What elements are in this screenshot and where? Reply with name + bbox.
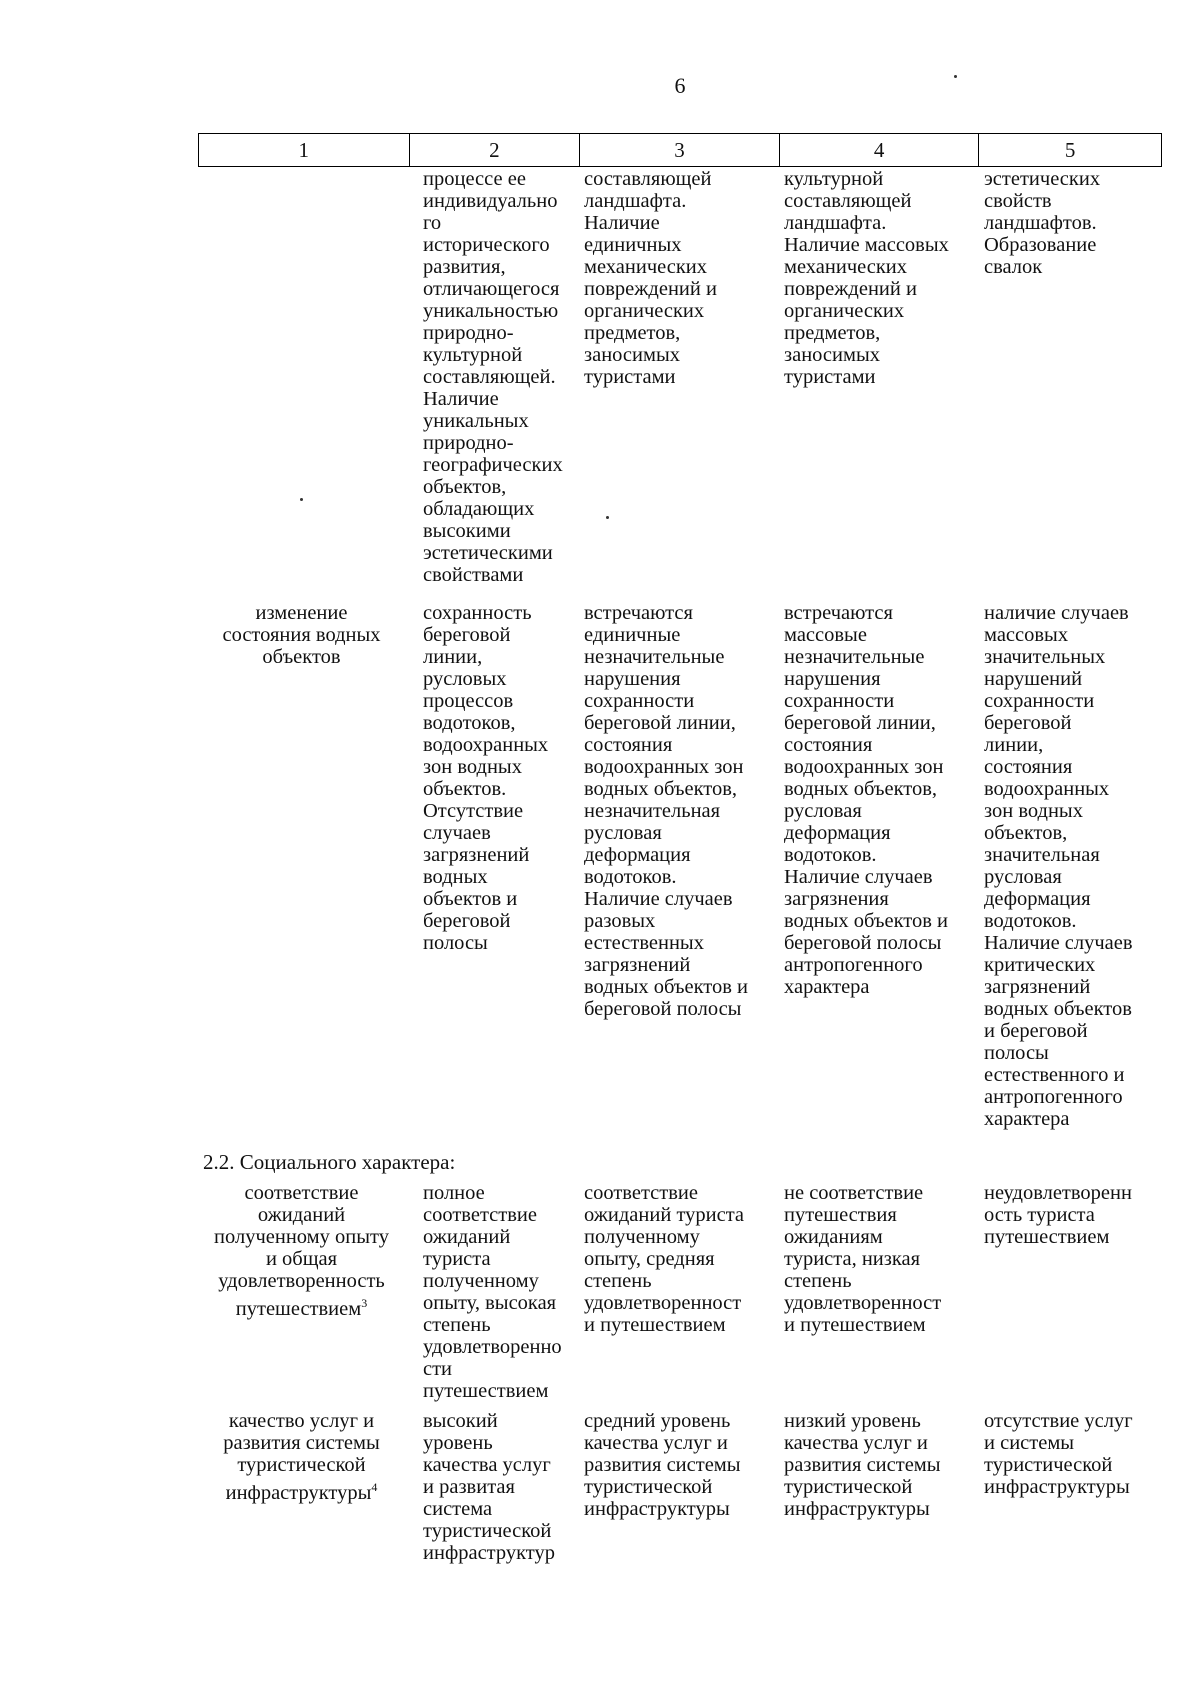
section-title: 2.2. Социального характера: — [203, 1150, 456, 1174]
row-criterion-cell — [198, 1182, 409, 1402]
row-cell-5: наличие случаев массовых значительных нарушений сохранности береговой линии, состояния водоохранных зон водных объектов, значительная русловая деформация водотоков. Наличие случаев критических загрязнений водных объектов и береговой полосы естественного и антропогенного характера — [984, 602, 1133, 1130]
row-cell-4: культурной составляющей ландшафта. Наличие массовых механических повреждений и органических предметов, заносимых туристами — [784, 168, 949, 388]
table-header-row — [198, 133, 1162, 167]
page-number: 6 — [674, 73, 686, 98]
footnote-marker: 4 — [371, 1480, 378, 1494]
header-cell-1: 1 — [199, 134, 410, 166]
row-cell-2: полное соответствие ожиданий туриста полученному опыту, высокая степень удовлетворенно сти путешествием — [423, 1182, 562, 1402]
row-cell-4: не соответствие путешествия ожиданиям туриста, низкая степень удовлетворенност и путешествием — [784, 1182, 942, 1336]
header-cell-4: 4 — [780, 134, 980, 166]
header-cell-5: 5 — [1064, 138, 1076, 162]
table-row — [198, 1410, 1162, 1564]
footnote-marker: 3 — [361, 1296, 368, 1310]
table-row — [198, 168, 1162, 586]
row-cell-3: составляющей ландшафта. Наличие единичных механических повреждений и органических предметов, заносимых туристами — [584, 168, 717, 388]
table-row — [198, 1182, 1162, 1402]
header-cell-2: 2 — [410, 134, 581, 166]
row-cell-4: низкий уровень качества услуг и развития системы туристической инфраструктуры — [784, 1410, 941, 1520]
row-cell-3: встречаются единичные незначительные нарушения сохранности береговой линии, состояния водоохранных зон водных объектов, незначительная русловая деформация водотоков. Наличие случаев разовых естественных загрязнений водных объектов и береговой полосы — [584, 602, 749, 1020]
criterion-text: соответствие ожиданий полученному опыту и общая удовлетворенность путешествием — [214, 1182, 389, 1320]
row-cell-5: отсутствие услуг и системы туристической инфраструктуры — [984, 1410, 1133, 1498]
row-criterion-cell — [198, 1410, 409, 1564]
row-cell-5: неудовлетворенн ость туриста путешествием — [984, 1182, 1132, 1248]
row-cell-2: процессе ее индивидуально го исторического развития, отличающегося уникальностью природно- культурной составляющей. Наличие уникальных природно- географических объектов, обладающих высокими эстетическими свойствами — [423, 168, 563, 586]
table-row — [198, 602, 1162, 1130]
row-cell-2: высокий уровень качества услуг и развитая система туристической инфраструктур — [423, 1410, 555, 1564]
row-cell-3: средний уровень качества услуг и развития системы туристической инфраструктуры — [584, 1410, 741, 1520]
row-criterion-cell: изменение состояния водных объектов — [222, 602, 381, 668]
criterion-text: качество услуг и развития системы туристической инфраструктуры — [223, 1410, 380, 1504]
row-cell-4: встречаются массовые незначительные нарушения сохранности береговой линии, состояния водоохранных зон водных объектов, русловая деформация водотоков. Наличие случаев загрязнения водных объектов и береговой полосы антропогенного характера — [784, 602, 949, 998]
row-cell-3: соответствие ожиданий туриста полученному опыту, средняя степень удовлетворенност и путешествием — [584, 1182, 745, 1336]
scan-speck — [954, 75, 957, 78]
row-cell-2: сохранность береговой линии, русловых процессов водотоков, водоохранных зон водных объектов. Отсутствие случаев загрязнений водных объектов и береговой полосы — [423, 602, 549, 954]
scan-speck — [606, 516, 609, 519]
row-cell-5: эстетических свойств ландшафтов. Образование свалок — [984, 168, 1101, 278]
row-criterion-cell — [198, 168, 409, 586]
scan-speck — [300, 498, 303, 501]
header-cell-3: 3 — [580, 134, 780, 166]
